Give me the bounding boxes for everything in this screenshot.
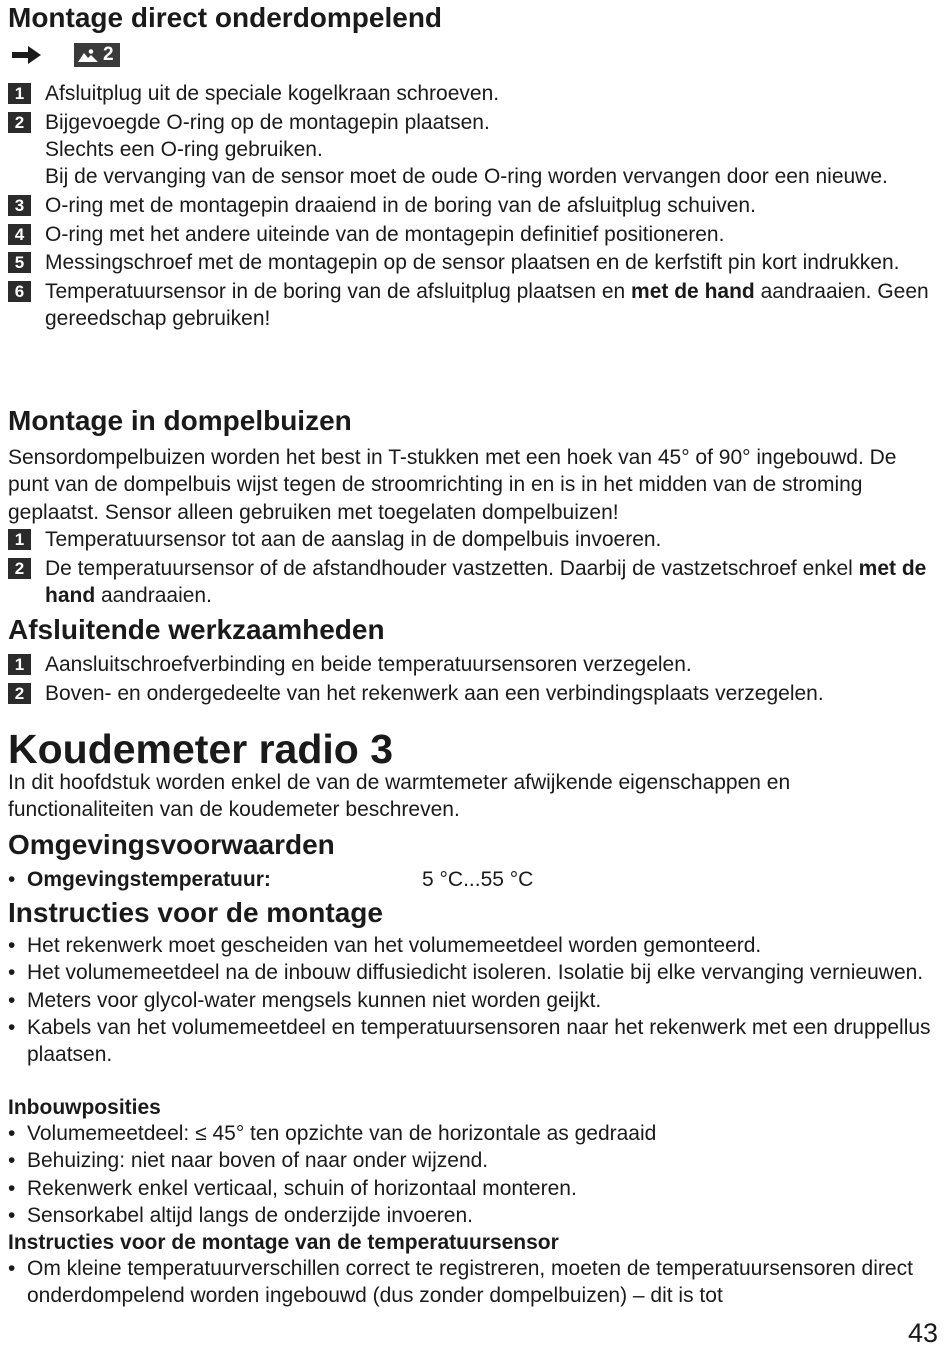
step-item — [8, 192, 942, 219]
step-text: Messingschroef met de montagepin op de sensor plaatsen en de kerfstift pin kort indrukken. — [45, 251, 900, 275]
step-text: O-ring met de montagepin draaiend in de boring van de afsluitplug schuiven. — [45, 193, 756, 217]
list-item — [8, 1014, 942, 1069]
step-text: Aansluitschroefverbinding en beide temperatuursensoren verzegelen. — [45, 653, 692, 676]
list-item-text: Meters voor glycol-water mengsels kunnen niet worden geijkt. — [27, 988, 602, 1012]
bullet-marker: • — [8, 1257, 16, 1280]
section-title-final-work: Afsluitende werkzaamheden — [8, 614, 385, 645]
bullet-marker: • — [8, 961, 16, 985]
step-item — [8, 221, 942, 248]
step-item — [8, 555, 942, 610]
bullet-marker: • — [8, 988, 16, 1012]
list-item — [8, 1175, 942, 1202]
list-item-text: Sensorkabel altijd langs de onderzijde invoeren. — [27, 1203, 473, 1227]
ambient-temperature-label: Omgevingstemperatuur: — [27, 868, 271, 891]
step-item — [8, 109, 942, 191]
list-item — [8, 1255, 942, 1310]
list-item-text: Om kleine temperatuurverschillen correct te registreren, moeten de temperatuursensoren direct onderdompelend worden ingebouwd (dus zonder dompelbuizen) – dit is tot — [27, 1257, 913, 1308]
subheading-mounting-positions: Inbouwposities — [8, 1096, 161, 1119]
step-text: O-ring met het andere uiteinde van de montagepin definitief positioneren. — [45, 222, 725, 246]
ambient-temperature-value: 5 °C...55 °C — [422, 868, 534, 891]
step-text: Afsluitplug uit de speciale kogelkraan schroeven. — [45, 82, 500, 105]
step-item — [8, 249, 942, 276]
step-number: 6 — [8, 281, 31, 302]
step-text-part: aandraaien. — [95, 583, 212, 607]
step-item — [8, 526, 942, 553]
section-title-mounting-instructions: Instructies voor de montage — [8, 897, 383, 928]
step-text-part: Temperatuursensor in de boring van de afsluitplug plaatsen en — [45, 280, 632, 304]
section-title-direct-immersion: Montage direct onderdompelend — [8, 2, 443, 33]
bullet-marker: • — [8, 1149, 16, 1173]
page-number: 43 — [907, 1318, 938, 1348]
paragraph-immersion-sleeves: Sensordompelbuizen worden het best in T-stukken met een hoek van 45° of 90° ingebouwd. De punt van de dompelbuis wijst tegen de stroomrichting in en is in het midden van de stroming geplaatst. Sensor alleen gebruiken met toegelaten dompelbuizen! — [8, 446, 897, 524]
step-list — [8, 80, 942, 333]
list-item-text: Behuizing: niet naar boven of naar onder wijzend. — [27, 1149, 489, 1173]
step-text: Temperatuursensor tot aan de aanslag in de dompelbuis invoeren. — [45, 528, 662, 551]
bullet-marker: • — [8, 868, 16, 891]
step-number: 1 — [8, 654, 31, 675]
step-number: 3 — [8, 195, 31, 216]
step-text — [31, 555, 942, 610]
step-item — [8, 80, 942, 107]
step-number: 4 — [8, 224, 31, 245]
step-text-emphasis: met de hand — [45, 556, 927, 607]
step-item — [8, 278, 942, 333]
list-item — [8, 932, 942, 959]
list-item-text: Kabels van het volumemeetdeel en temperatuursensoren naar het rekenwerk met een druppellus plaatsen. — [27, 1015, 931, 1067]
bullet-marker: • — [8, 1203, 16, 1227]
step-list — [8, 526, 942, 609]
step-text-part: aandraaien. Geen gereedschap gebruiken! — [45, 280, 929, 331]
bullet-marker: • — [8, 1122, 16, 1145]
step-number: 2 — [8, 112, 31, 133]
step-number: 2 — [8, 558, 31, 579]
step-item — [8, 680, 942, 707]
step-number: 5 — [8, 252, 31, 273]
list-item-text: Rekenwerk enkel verticaal, schuin of horizontaal monteren. — [27, 1176, 577, 1200]
bullet-list — [8, 932, 942, 1068]
figure-reference — [10, 42, 120, 68]
step-number: 2 — [8, 683, 31, 704]
list-item-text: Volumemeetdeel: ≤ 45° ten opzichte van de horizontale as gedraaid — [27, 1122, 657, 1145]
list-item — [8, 1120, 942, 1147]
list-item-text: Het volumemeetdeel na de inbouw diffusiedicht isoleren. Isolatie bij elke vervanging vernieuwen. — [27, 961, 924, 985]
figure-number: 2 — [103, 44, 114, 65]
step-text — [31, 278, 942, 333]
list-item — [8, 1202, 942, 1229]
subheading-sensor-mounting: Instructies voor de montage van de temperatuursensor — [8, 1231, 559, 1254]
step-number: 1 — [8, 83, 31, 104]
list-item — [8, 987, 942, 1014]
arrow-right-icon — [10, 43, 44, 67]
section-title-ambient-conditions: Omgevingsvoorwaarden — [8, 829, 335, 860]
list-item-text: Het rekenwerk moet gescheiden van het volumemeetdeel worden gemonteerd. — [27, 934, 762, 957]
figure-badge — [74, 43, 120, 67]
bullet-list — [8, 1120, 942, 1229]
bullet-marker: • — [8, 1015, 16, 1039]
bullet-marker: • — [8, 1176, 16, 1200]
list-item — [8, 1147, 942, 1174]
step-number: 1 — [8, 529, 31, 550]
step-item — [8, 651, 942, 678]
chapter-title: Koudemeter radio 3 — [8, 726, 394, 772]
bullet-list — [8, 1255, 942, 1310]
step-text-emphasis: met de hand — [631, 280, 755, 304]
step-text-part: De temperatuursensor of de afstandhouder vastzetten. Daarbij de vastzetschroef enkel — [45, 556, 859, 580]
list-item — [8, 959, 942, 986]
chapter-intro: In dit hoofdstuk worden enkel de van de warmtemeter afwijkende eigenschappen en functionaliteiten van de koudemeter beschreven. — [8, 771, 791, 822]
image-icon — [78, 48, 98, 62]
section-title-immersion-sleeves: Montage in dompelbuizen — [8, 405, 352, 436]
step-text: Boven- en ondergedeelte van het rekenwerk aan een verbindingsplaats verzegelen. — [45, 681, 824, 705]
step-text: Bijgevoegde O-ring op de montagepin plaatsen. Slechts een O-ring gebruiken. Bij de vervanging van de sensor moet de oude O-ring worden vervangen door een nieuwe. — [45, 110, 888, 189]
ambient-temperature-row — [8, 866, 942, 893]
step-list — [8, 651, 942, 707]
bullet-marker: • — [8, 934, 16, 957]
